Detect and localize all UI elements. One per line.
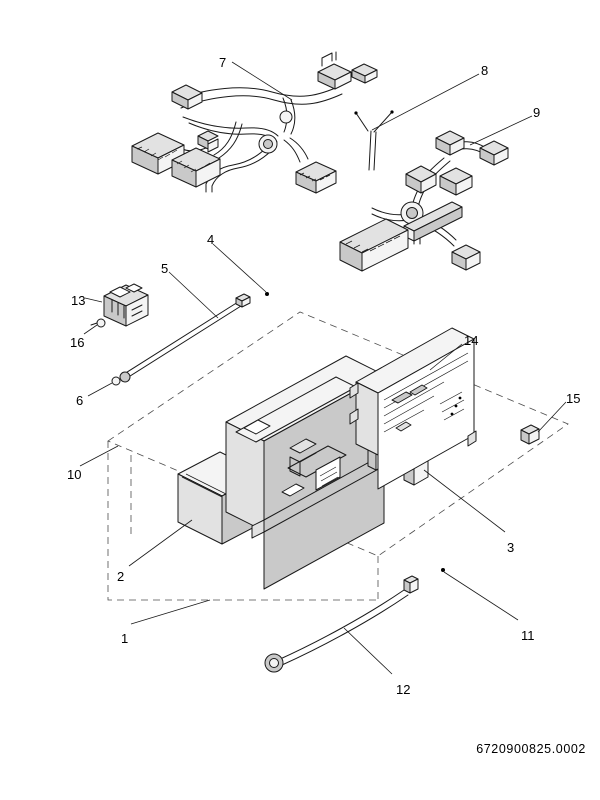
callout-16: 16 (70, 335, 85, 350)
callout-5: 5 (161, 261, 169, 276)
callout-11: 11 (521, 628, 535, 643)
part-9-harness (340, 131, 508, 271)
callout-12: 12 (396, 682, 411, 697)
callout-6: 6 (76, 393, 84, 408)
callout-2: 2 (117, 569, 125, 584)
callout-8: 8 (481, 63, 489, 78)
part-6-screw (112, 377, 120, 385)
document-code: 6720900825.0002 (476, 742, 586, 756)
callout-10: 10 (67, 467, 82, 482)
callout-13: 13 (71, 293, 86, 308)
part-7-harness (132, 52, 377, 193)
part-8-wire (354, 110, 393, 170)
part-4-pin (265, 292, 269, 296)
callout-14: 14 (464, 333, 479, 348)
part-16-screw (91, 319, 105, 327)
callout-4: 4 (207, 232, 215, 247)
callout-7: 7 (219, 55, 227, 70)
callout-9: 9 (533, 105, 541, 120)
callout-15: 15 (566, 391, 581, 406)
part-15-clip (521, 425, 539, 444)
callout-1: 1 (121, 631, 129, 646)
part-11-pin (441, 568, 445, 572)
callout-3: 3 (507, 540, 515, 555)
part-12-sensor-cable (265, 576, 418, 672)
part-13-switch (104, 284, 148, 326)
